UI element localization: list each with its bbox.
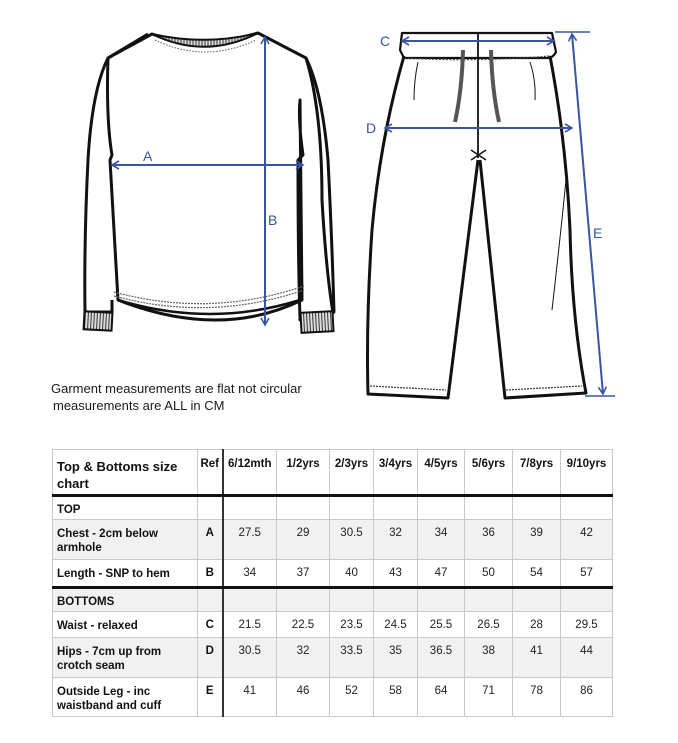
table-title: Top & Bottoms size chart	[53, 450, 198, 496]
size-header: 4/5yrs	[418, 450, 465, 496]
size-chart-table	[52, 449, 613, 717]
value-cell: 25.5	[418, 612, 465, 638]
empty-cell	[198, 588, 223, 612]
value-cell: 29	[277, 520, 330, 560]
bottoms-drawstring-right	[491, 50, 499, 122]
empty-cell	[418, 588, 465, 612]
value-cell: 35	[374, 638, 418, 678]
value-cell: 41	[513, 638, 561, 678]
top-right-cuff	[300, 311, 333, 333]
value-cell: 24.5	[374, 612, 418, 638]
table-row	[53, 678, 613, 717]
empty-cell	[277, 496, 330, 520]
size-header: 6/12mth	[223, 450, 277, 496]
ref-cell: C	[198, 612, 223, 638]
value-cell: 58	[374, 678, 418, 717]
value-cell: 32	[374, 520, 418, 560]
size-header: 1/2yrs	[277, 450, 330, 496]
measure-a-label: A	[143, 148, 153, 164]
size-header: 9/10yrs	[561, 450, 613, 496]
value-cell: 30.5	[223, 638, 277, 678]
empty-cell	[513, 588, 561, 612]
empty-cell	[561, 588, 613, 612]
value-cell: 57	[561, 560, 613, 588]
empty-cell	[374, 496, 418, 520]
value-cell: 36.5	[418, 638, 465, 678]
measure-b-label: B	[268, 212, 278, 228]
value-cell: 28	[513, 612, 561, 638]
measure-d-label: D	[366, 120, 377, 136]
value-cell: 29.5	[561, 612, 613, 638]
section-row	[53, 496, 613, 520]
value-cell: 52	[330, 678, 374, 717]
value-cell: 41	[223, 678, 277, 717]
ref-cell: A	[198, 520, 223, 560]
value-cell: 26.5	[465, 612, 513, 638]
value-cell: 37	[277, 560, 330, 588]
table-row	[53, 612, 613, 638]
empty-cell	[465, 496, 513, 520]
value-cell: 39	[513, 520, 561, 560]
value-cell: 64	[418, 678, 465, 717]
section-label: TOP	[53, 496, 198, 520]
ref-header: Ref	[198, 450, 223, 496]
top-garment-drawing	[85, 33, 334, 320]
top-body-outline	[108, 33, 334, 320]
size-header: 7/8yrs	[513, 450, 561, 496]
value-cell: 38	[465, 638, 513, 678]
size-header: 3/4yrs	[374, 450, 418, 496]
value-cell: 54	[513, 560, 561, 588]
value-cell: 47	[418, 560, 465, 588]
value-cell: 34	[418, 520, 465, 560]
value-cell: 33.5	[330, 638, 374, 678]
measurement-label: Outside Leg - inc waistband and cuff	[53, 678, 198, 717]
table-row	[53, 638, 613, 678]
value-cell: 30.5	[330, 520, 374, 560]
ref-cell: E	[198, 678, 223, 717]
ref-cell: D	[198, 638, 223, 678]
table-row	[53, 520, 613, 560]
value-cell: 40	[330, 560, 374, 588]
size-header: 2/3yrs	[330, 450, 374, 496]
note-flat-measurements: Garment measurements are flat not circular	[51, 381, 302, 396]
empty-cell	[277, 588, 330, 612]
empty-cell	[374, 588, 418, 612]
value-cell: 42	[561, 520, 613, 560]
value-cell: 71	[465, 678, 513, 717]
empty-cell	[561, 496, 613, 520]
measure-c-label: C	[380, 33, 391, 49]
value-cell: 78	[513, 678, 561, 717]
empty-cell	[198, 496, 223, 520]
measurement-label: Length - SNP to hem	[53, 560, 198, 588]
value-cell: 23.5	[330, 612, 374, 638]
value-cell: 32	[277, 638, 330, 678]
empty-cell	[330, 588, 374, 612]
size-header: 5/6yrs	[465, 450, 513, 496]
top-collar-rib	[152, 33, 258, 47]
empty-cell	[223, 588, 277, 612]
table-header-row	[53, 450, 613, 496]
value-cell: 22.5	[277, 612, 330, 638]
value-cell: 36	[465, 520, 513, 560]
top-left-cuff	[84, 311, 113, 330]
empty-cell	[465, 588, 513, 612]
value-cell: 50	[465, 560, 513, 588]
section-row	[53, 588, 613, 612]
measurement-label: Waist - relaxed	[53, 612, 198, 638]
empty-cell	[513, 496, 561, 520]
value-cell: 34	[223, 560, 277, 588]
empty-cell	[418, 496, 465, 520]
bottoms-left-leg	[368, 56, 479, 398]
value-cell: 43	[374, 560, 418, 588]
measurement-label: Hips - 7cm up from crotch seam	[53, 638, 198, 678]
value-cell: 27.5	[223, 520, 277, 560]
note-units-cm: measurements are ALL in CM	[53, 398, 225, 413]
ref-cell: B	[198, 560, 223, 588]
value-cell: 21.5	[223, 612, 277, 638]
section-label: BOTTOMS	[53, 588, 198, 612]
value-cell: 46	[277, 678, 330, 717]
table-row	[53, 560, 613, 588]
bottoms-drawstring-left	[455, 50, 463, 122]
value-cell: 44	[561, 638, 613, 678]
measure-e-label: E	[593, 225, 603, 241]
value-cell: 86	[561, 678, 613, 717]
empty-cell	[330, 496, 374, 520]
measurement-label: Chest - 2cm below armhole	[53, 520, 198, 560]
bottom-garment-drawing	[368, 33, 587, 398]
empty-cell	[223, 496, 277, 520]
